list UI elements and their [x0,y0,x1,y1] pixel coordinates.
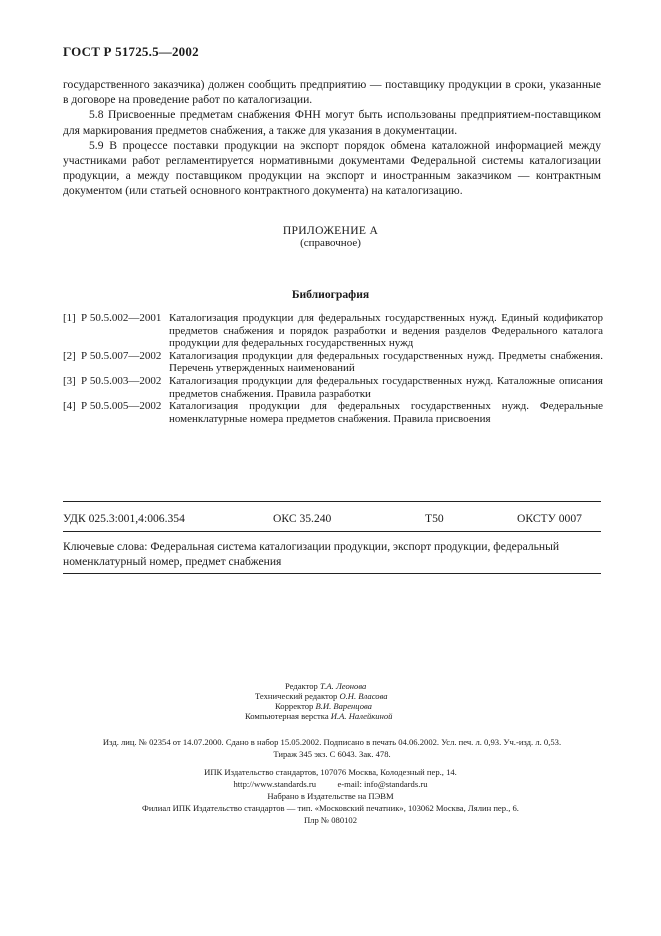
oks-code: ОКС 35.240 [273,512,332,525]
credit-layout [245,710,392,722]
udk-code: УДК 025.3:001,4:006.354 [63,512,185,525]
bibliography-item-text: Каталогизация продукции для федеральных государственных нужд. Предметы снабжения. Перечень утвержденных наименований [169,349,603,375]
imprint-line: Изд. лиц. № 02354 от 14.07.2000. Сдано в набор 15.05.2002. Подписано в печать 04.06.2002. Усл. печ. л. 0,93. Уч.-изд. л. 0,53. [102,737,562,747]
bibliography-item-code: Р 50.5.005—2002 [81,400,162,413]
credit-editor-label: Редактор [285,681,318,691]
bibliography-item-number: [4] [63,400,76,413]
okstu-code: ОКСТУ 0007 [517,512,582,525]
paragraph-continuation: государственного заказчика) должен сообщить предприятию — поставщику продукции в сроки, указанные в договоре на проведение работ по каталогизации. [63,78,601,107]
credit-layout-label: Компьютерная верстка [245,711,329,721]
credit-layout-name: И.А. Налейкиной [330,711,393,721]
publisher-line: Набрано в Издательстве на ПЭВМ [267,791,394,801]
bibliography-item-text: Каталогизация продукции для федеральных государственных нужд. Единый кодификатор предметов снабжения и порядок разработки и ведения разделов Федерального каталога продукции для федеральных государственных нужд [169,312,603,350]
bibliography-title: Библиография [291,288,370,301]
publisher-line: http://www.standards.ru e-mail: info@standards.ru [233,779,428,789]
divider-bottom [63,573,601,574]
page-header-standard-number: ГОСТ Р 51725.5—2002 [63,44,199,59]
bibliography-item-number: [2] [63,349,76,362]
body-text [63,77,601,199]
credit-corrector-name: В.И. Варенцова [315,701,372,711]
bibliography-item-code: Р 50.5.007—2002 [81,349,162,362]
keywords: Ключевые слова: Федеральная система каталогизации продукции, экспорт продукции, федеральный номенклатурный номер, предмет снабжения [63,540,560,568]
bibliography-item-number: [3] [63,374,76,387]
publisher-line: Плр № 080102 [303,815,358,825]
bibliography-item [63,312,603,350]
credit-corrector-label: Корректор [275,701,314,711]
bibliography-item [63,400,603,425]
bibliography-item [63,350,603,375]
annex-title: ПРИЛОЖЕНИЕ А [282,224,379,237]
credit-tech-editor-name: О.Н. Власова [339,691,388,701]
credit-editor-name: Т.А. Леонова [320,681,367,691]
divider-top [63,501,601,502]
imprint-block [63,736,601,760]
bibliography-list [63,312,603,425]
publisher-line: ИПК Издательство стандартов, 107076 Москва, Колодезный пер., 14. [204,767,457,777]
bibliography-item-text: Каталогизация продукции для федеральных государственных нужд. Каталожные описания предметов снабжения. Правила разработки [169,374,603,400]
publisher-line: Филиал ИПК Издательство стандартов — тип. «Московский печатник», 103062 Москва, Лялин пер., 6. [142,803,519,813]
credit-tech-editor-label: Технический редактор [255,691,338,701]
paragraph-5-9: 5.9 В процессе поставки продукции на экспорт порядок обмена каталожной информацией между участниками работ регламентируется нормативными документами Федеральной системы каталогизации продукции, а между поставщиком продукции на экспорт и иностранным заказчиком — контрактным документом (или статьей основного контрактного документа) на каталогизацию. [63,138,601,198]
annex-subtitle: (справочное) [300,237,361,249]
bibliography-item-number: [1] [63,312,76,324]
bibliography-item-code: Р 50.5.002—2001 [81,312,162,324]
divider-middle [63,531,601,532]
imprint-line: Тираж 345 экз. С 6043. Зак. 478. [273,749,391,759]
paragraph-5-8: 5.8 Присвоенные предметам снабжения ФНН могут быть использованы предприятием-поставщиком для маркирования предметов снабжения, а также для указания в документации. [63,108,601,137]
bibliography-item-code: Р 50.5.003—2002 [81,374,162,387]
bibliography-item-text: Каталогизация продукции для федеральных государственных нужд. Федеральные номенклатурные номера предметов снабжения. Правила присвоения [169,400,603,425]
t-code: Т50 [425,512,444,525]
publisher-block [0,766,661,826]
bibliography-item [63,375,603,400]
